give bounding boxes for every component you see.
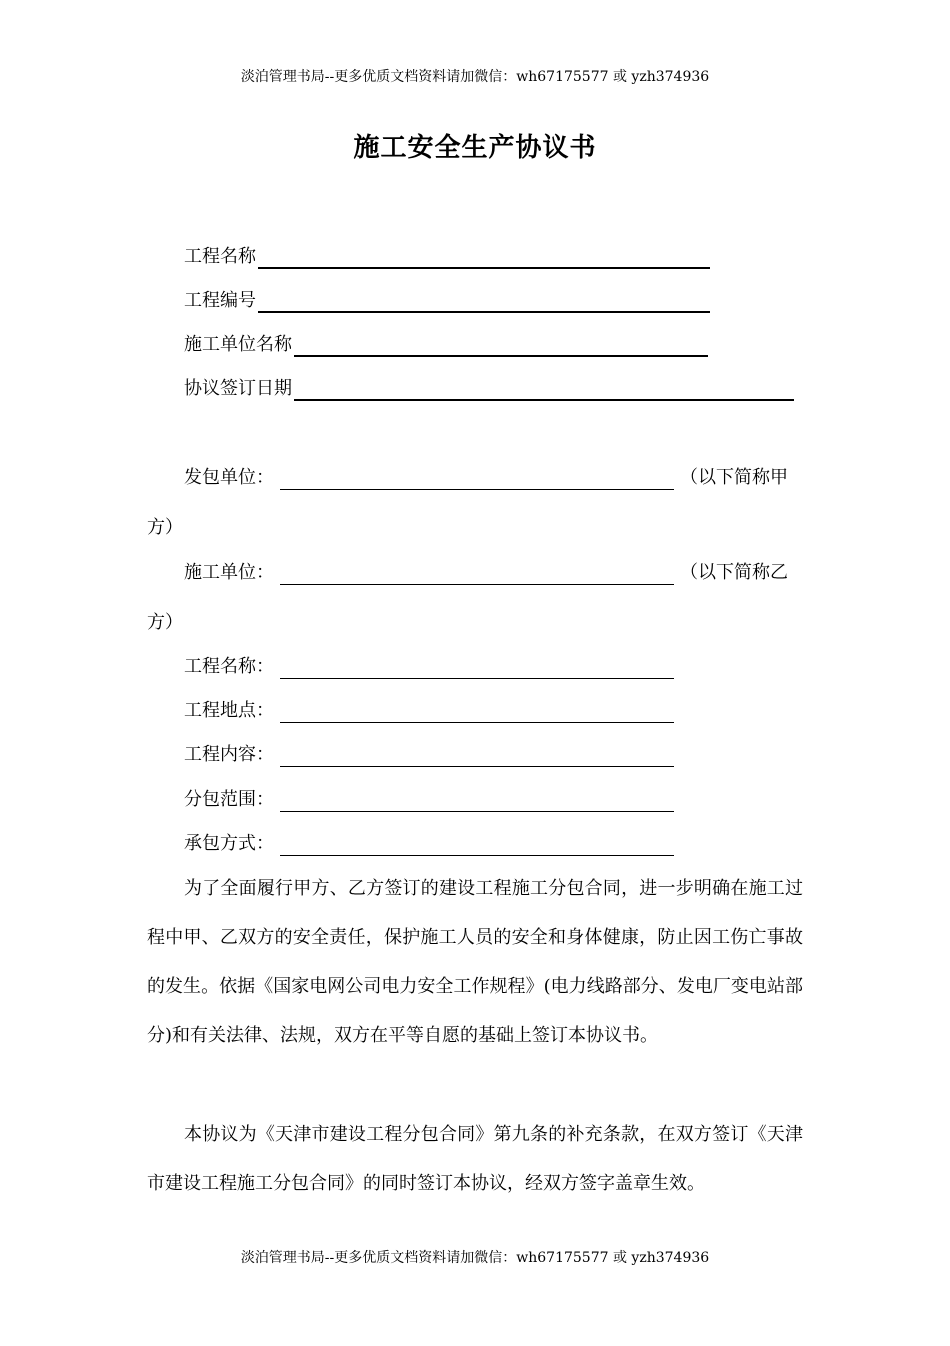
fill-line[interactable]	[280, 656, 674, 679]
fill-line[interactable]	[294, 377, 794, 401]
body-paragraph: 为了全面履行甲方、乙方签订的建设工程施工分包合同，进一步明确在施工过程中甲、乙双方的安全责任，保护施工人员的安全和身体健康，防止因工伤亡事故的发生。依据《国家电网公司电力安全工作规程》(电力线路部分、发电厂变电站部分)和有关法律、法规，双方在平等自愿的基础上签订本协议书。	[147, 878, 803, 1046]
field-label: 施工单位：	[184, 562, 274, 583]
field-label: 承包方式：	[184, 833, 274, 854]
fill-line[interactable]	[280, 833, 674, 856]
fill-line[interactable]	[280, 789, 674, 812]
project-field-content	[184, 741, 674, 767]
page-footer: 淡泊管理书局--更多优质文档资料请加微信：wh67175577 或 yzh374936	[240, 1250, 710, 1266]
fill-line[interactable]	[280, 700, 674, 723]
field-label: 工程名称	[184, 246, 256, 267]
field-label: 施工单位名称	[184, 334, 292, 355]
page-header: 淡泊管理书局--更多优质文档资料请加微信：wh67175577 或 yzh374936	[240, 69, 710, 85]
info-field-project-name	[184, 243, 710, 269]
info-field-contractor-name	[184, 331, 708, 357]
project-field-contract-mode	[184, 830, 674, 856]
field-label: 工程编号	[184, 290, 256, 311]
field-label: 工程地点：	[184, 700, 274, 721]
body-paragraph: 本协议为《天津市建设工程分包合同》第九条的补充条款，在双方签订《天津市建设工程施工分包合同》的同时签订本协议，经双方签字盖章生效。	[147, 1124, 803, 1194]
fill-line[interactable]	[258, 289, 710, 313]
project-field-name	[184, 653, 674, 679]
fill-line[interactable]	[258, 245, 710, 269]
project-field-scope	[184, 786, 674, 812]
project-field-location	[184, 697, 674, 723]
fill-line[interactable]	[280, 562, 674, 585]
field-label: 协议签订日期	[184, 378, 292, 399]
party-a-field	[184, 464, 788, 490]
party-b-suffix: （以下简称乙	[680, 562, 788, 583]
info-field-project-number	[184, 287, 710, 313]
field-label: 工程内容：	[184, 744, 274, 765]
field-label: 工程名称：	[184, 656, 274, 677]
party-a-suffix: （以下简称甲	[680, 467, 788, 488]
info-field-sign-date	[184, 375, 794, 401]
party-b-field	[184, 559, 788, 585]
party-b-cont: 方）	[147, 612, 183, 633]
fill-line[interactable]	[294, 333, 708, 357]
field-label: 分包范围：	[184, 789, 274, 810]
fill-line[interactable]	[280, 744, 674, 767]
fill-line[interactable]	[280, 467, 674, 490]
party-a-cont: 方）	[147, 517, 183, 538]
field-label: 发包单位：	[184, 467, 274, 488]
page-title: 施工安全生产协议书	[353, 133, 597, 163]
